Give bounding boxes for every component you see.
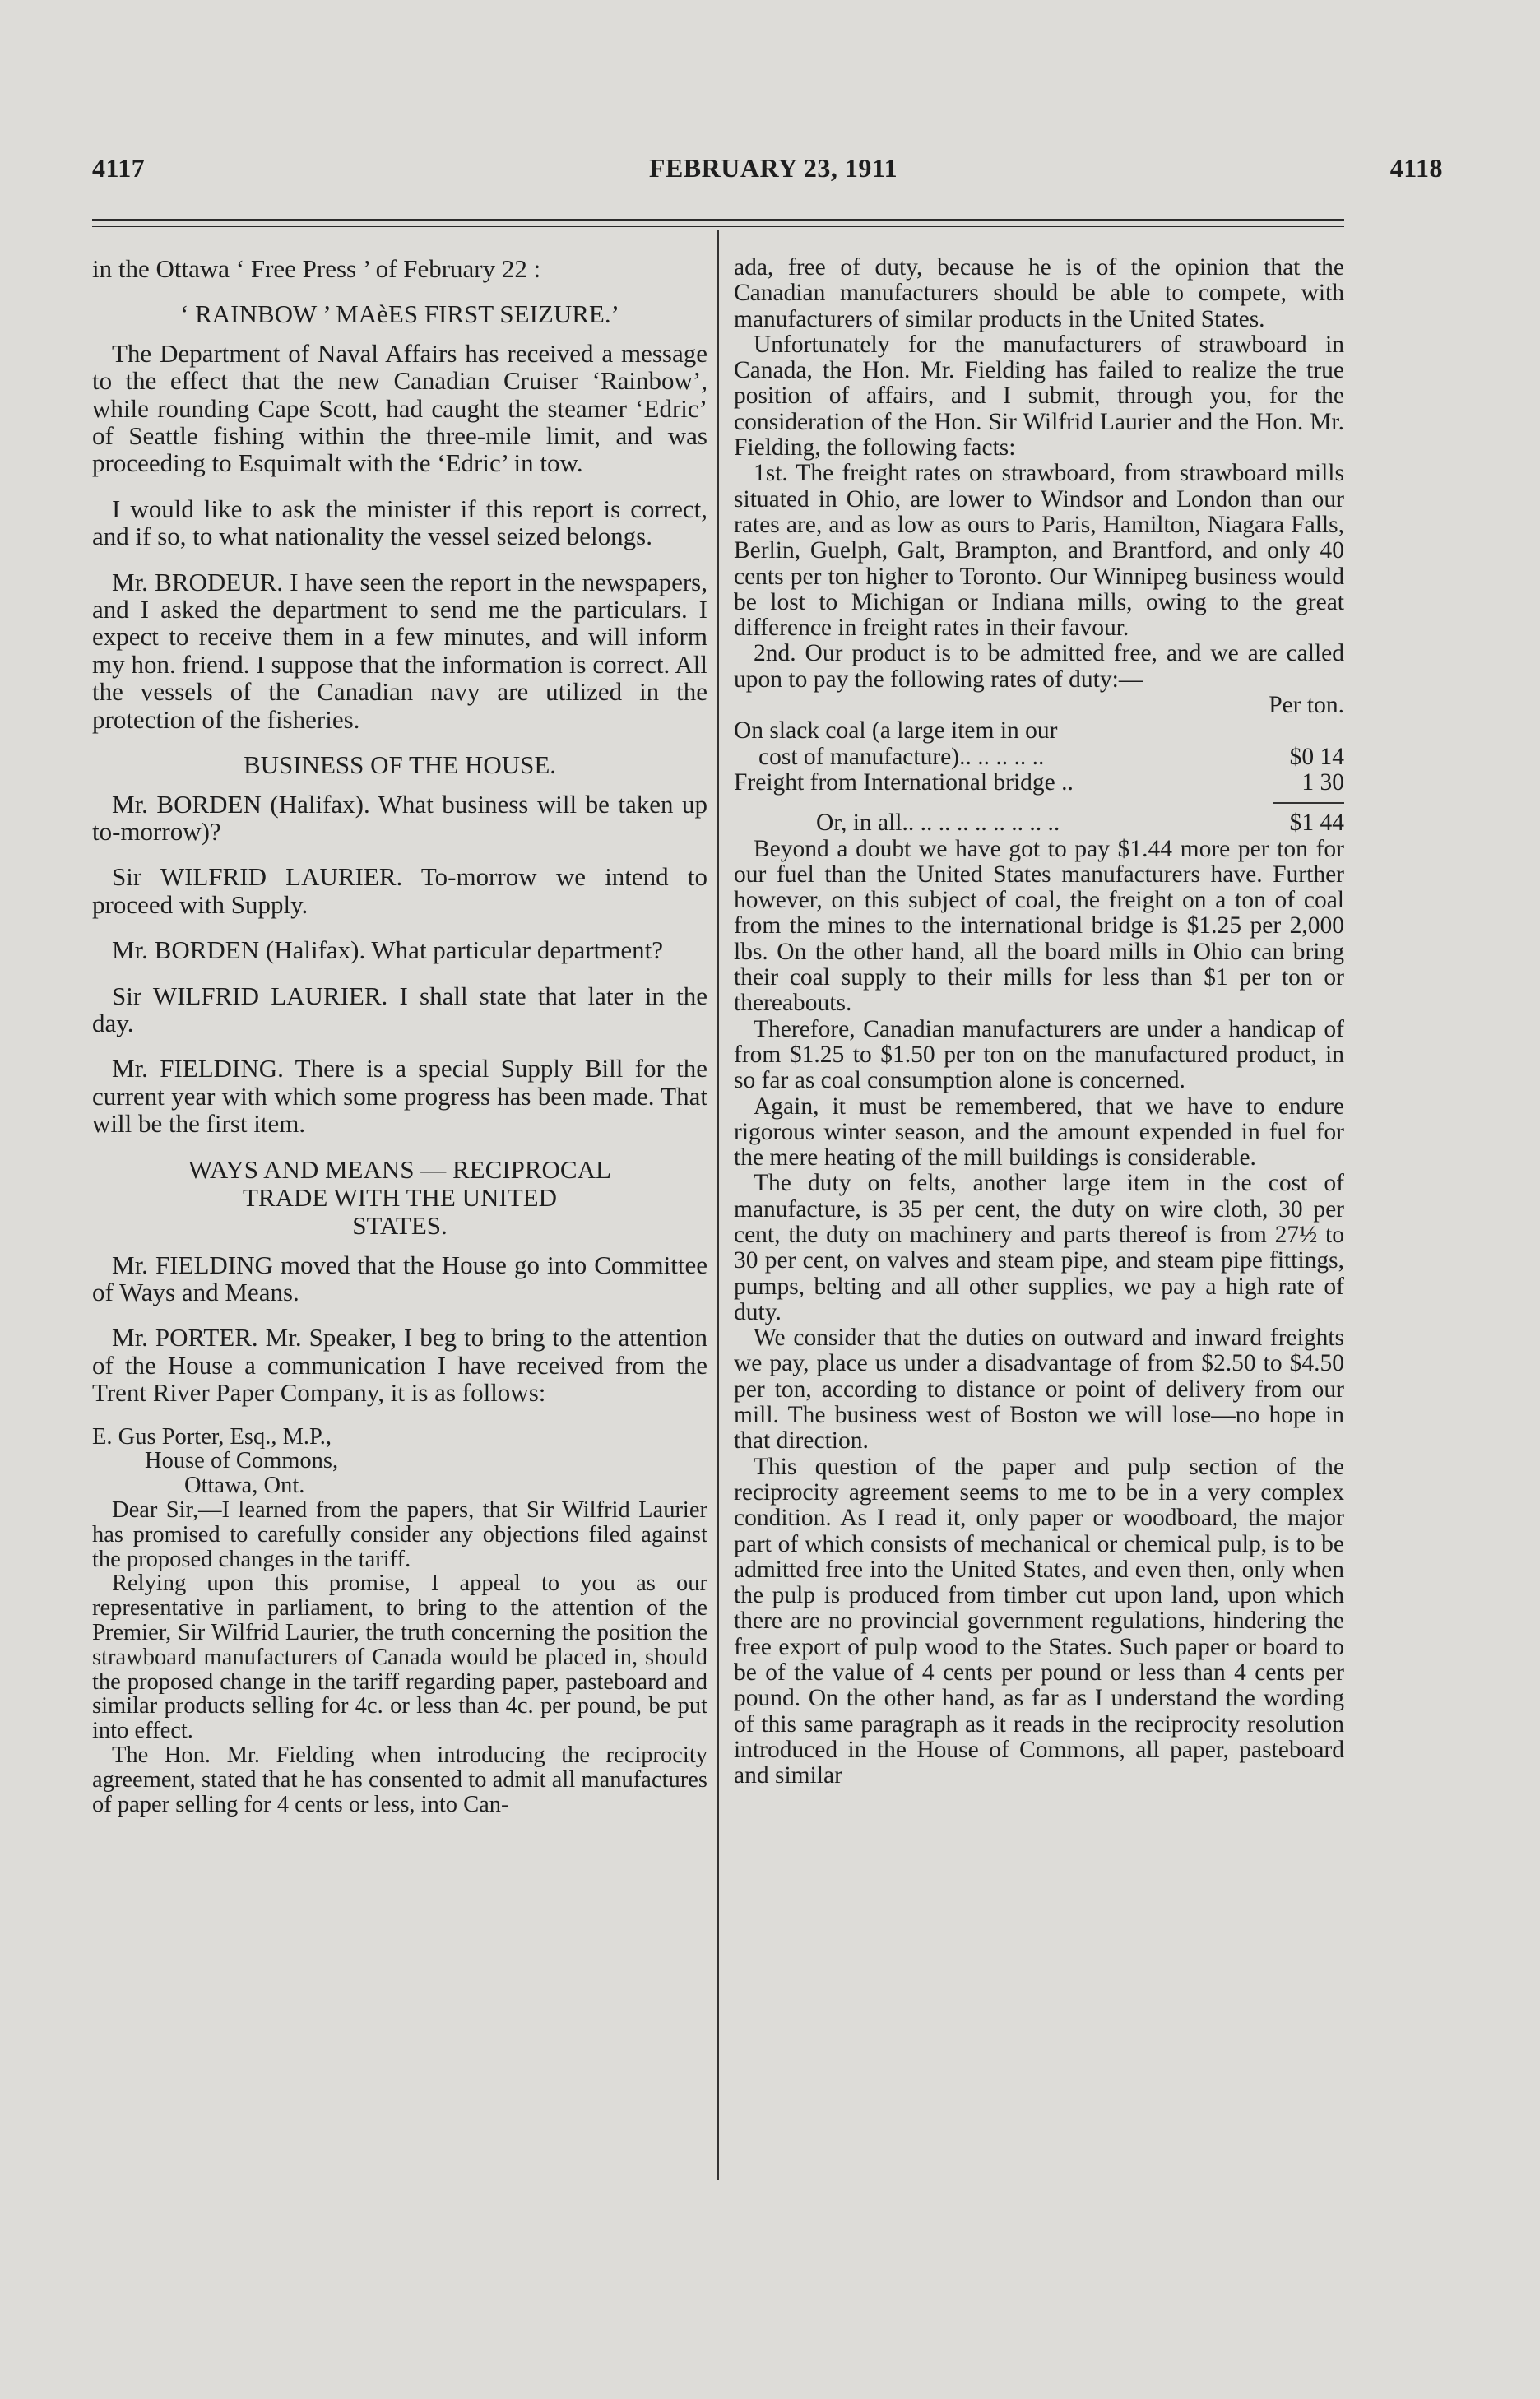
left-column [92, 255, 707, 1817]
letter-paragraph: The Hon. Mr. Fielding when introducing the reciprocity agreement, stated that he has consented to admit all manufactures of paper selling for 4 cents or less, into Can- [92, 1742, 707, 1817]
heading-line: STATES. [352, 1210, 448, 1240]
letter-paragraph: Therefore, Canadian manufacturers are under a handicap of from $1.25 to $1.50 per ton on the manufactured product, in so far as coal consumption alone is concerned. [734, 1015, 1344, 1094]
paragraph: Mr. BORDEN (Halifax). What business will be taken up to-morrow)? [92, 789, 707, 846]
paragraph: Mr. FIELDING moved that the House go into Committee of Ways and Means. [92, 1250, 707, 1306]
letter-address: House of Commons, [145, 1448, 339, 1474]
table-row [734, 745, 1344, 770]
letter-paragraph: Beyond a doubt we have got to pay $1.44 more per ton for our fuel than the United States manufacturers have. Further however, on this subject of coal, the freight on a ton of coal from the mines to the international bridge is $1.25 per 2,000 lbs. On the other hand, all the board mills in Ohio can bring their coal supply to their mills for less than $1 per ton or thereabouts. [734, 835, 1344, 1017]
header-rule-thin [92, 226, 1344, 227]
page-date: FEBRUARY 23, 1911 [648, 153, 898, 183]
letter-paragraph: Relying upon this promise, I appeal to you as our representative in parliament, to bring to the attention of the Premier, Sir Wilfrid Laurier, the truth concerning the position the strawboard manufacturers of Canada would be placed in, should the proposed change in the tariff regarding paper, pasteboard and similar products selling for 4c. or less than 4c. per pound, be put into effect. [92, 1571, 707, 1744]
heading-line: TRADE WITH THE UNITED [243, 1182, 557, 1212]
table-row-value: $0 14 [1289, 743, 1344, 770]
letter-paragraph: We consider that the duties on outward and inward freights we pay, place us under a disadvantage of from $2.50 to $4.50 per ton, according to distance or point of delivery from our mill. The business west of Boston we will lose—no hope in that direction. [734, 1325, 1344, 1455]
letter-paragraph: ada, free of duty, because he is of the opinion that the Canadian manufacturers should be able to compete, with manufacturers of similar products in the United States. [734, 254, 1344, 332]
letter-address: E. Gus Porter, Esq., M.P., [92, 1423, 332, 1450]
letter-paragraph: This question of the paper and pulp section of the reciprocity agreement seems to me to be in a very complex condition. As I read it, only paper or woodboard, the major part of which consists of mechanical or chemical pulp, is to be admitted free into the United States, and even then, only when the pulp is produced from timber cut upon land, upon which there are no provincial government regulations, hindering the free export of pulp wood to the States. Such paper or board to be of the value of 4 cents per pound or less than 4 cents per pound. On the other hand, as far as I understand the wording of this same paragraph as it reads in the reciprocity resolution introduced in the House of Commons, all paper, pasteboard and similar [734, 1453, 1344, 1789]
header-rule-thick [92, 219, 1344, 221]
column-divider [717, 230, 719, 2180]
letter-paragraph: 2nd. Our product is to be admitted free, and we are called upon to pay the following rates of duty:— [734, 640, 1344, 693]
paragraph: Mr. BORDEN (Halifax). What particular department? [112, 935, 664, 965]
page-number-right: 4118 [1389, 153, 1443, 183]
paragraph: Mr. BRODEUR. I have seen the report in the newspapers, and I asked the department to send me the particulars. I expect to receive them in a few minutes, and will inform my hon. friend. I suppose that the information is correct. All the vessels of the Canadian navy are utilized in the protection of the fisheries. [92, 567, 707, 734]
letter-paragraph: Unfortunately for the manufacturers of strawboard in Canada, the Hon. Mr. Fielding has failed to realize the true position of affairs, and I submit, through you, for the consideration of the Hon. Sir Wilfrid Laurier and the Hon. Mr. Fielding, the following facts: [734, 331, 1344, 462]
paragraph: Sir WILFRID LAURIER. I shall state that later in the day. [92, 981, 707, 1037]
table-total-rule [1273, 802, 1344, 804]
table-row-value: 1 30 [1301, 768, 1344, 796]
table-header: Per ton. [1269, 692, 1344, 719]
heading-line: WAYS AND MEANS — RECIPROCAL [188, 1154, 611, 1184]
section-heading: BUSINESS OF THE HOUSE. [243, 750, 557, 780]
right-column [734, 255, 1344, 1789]
table-row [734, 810, 1344, 836]
table-row-label: Or, in all.. .. .. .. .. .. .. .. .. [816, 810, 1060, 837]
letter-paragraph: 1st. The freight rates on strawboard, from strawboard mills situated in Ohio, are lower to Windsor and London than our rates are, and as low as ours to Paris, Hamilton, Niagara Falls, Berlin, Guelph, Galt, Brampton, and Brantford, and only 40 cents per ton higher to Toronto. Our Winnipeg business would be lost to Michigan or Indiana mills, owing to the great difference in freight rates in their favour. [734, 460, 1344, 642]
paragraph: Mr. FIELDING. There is a special Supply Bill for the current year with which some progress has been made. That will be the first item. [92, 1054, 707, 1139]
table-row-label: Freight from International bridge .. [734, 768, 1074, 796]
letter-address: Ottawa, Ont. [184, 1473, 305, 1499]
paragraph: Sir WILFRID LAURIER. To-morrow we intend to proceed with Supply. [92, 862, 707, 919]
table-row-label: On slack coal (a large item in our [734, 717, 1058, 745]
paragraph: in the Ottawa ‘ Free Press ’ of February 22 : [92, 254, 541, 283]
table-row-value: $1 44 [1289, 810, 1344, 837]
section-heading: ‘ RAINBOW ’ MAèES FIRST SEIZURE.’ [180, 299, 619, 329]
section-heading [92, 1156, 707, 1240]
letter-paragraph: Dear Sir,—I learned from the papers, that Sir Wilfrid Laurier has promised to carefully consider any objections filed against the proposed changes in the tariff. [92, 1496, 707, 1572]
letter-paragraph: Again, it must be remembered, that we have to endure rigorous winter season, and the amount expended in fuel for the mere heating of the mill buildings is considerable. [734, 1093, 1344, 1172]
page-number-left: 4117 [92, 153, 146, 183]
table-row [734, 770, 1344, 796]
quoted-news: The Department of Naval Affairs has received a message to the effect that the new Canadian Cruiser ‘Rainbow’, while rounding Cape Scott, had caught the steamer ‘Edric’ of Seattle fishing within the three-mile limit, and was proceeding to Esquimalt with the ‘Edric’ in tow. [92, 338, 707, 478]
paragraph: Mr. PORTER. Mr. Speaker, I beg to bring to the attention of the House a communication I have received from the Trent River Paper Company, it is as follows: [92, 1323, 707, 1408]
letter-paragraph: The duty on felts, another large item in the cost of manufacture, is 35 per cent, the duty on wire cloth, 30 per cent, the duty on machinery and parts thereof is from 27½ to 30 per cent, on valves and steam pipe, and steam pipe fittings, pumps, belting and all other supplies, we pay a high rate of duty. [734, 1170, 1344, 1325]
paragraph: I would like to ask the minister if this report is correct, and if so, to what nationality the vessel seized belongs. [92, 494, 707, 551]
letter [92, 1425, 707, 1817]
table-row-label: cost of manufacture).. .. .. .. .. [758, 743, 1045, 770]
duty-table [734, 693, 1344, 836]
